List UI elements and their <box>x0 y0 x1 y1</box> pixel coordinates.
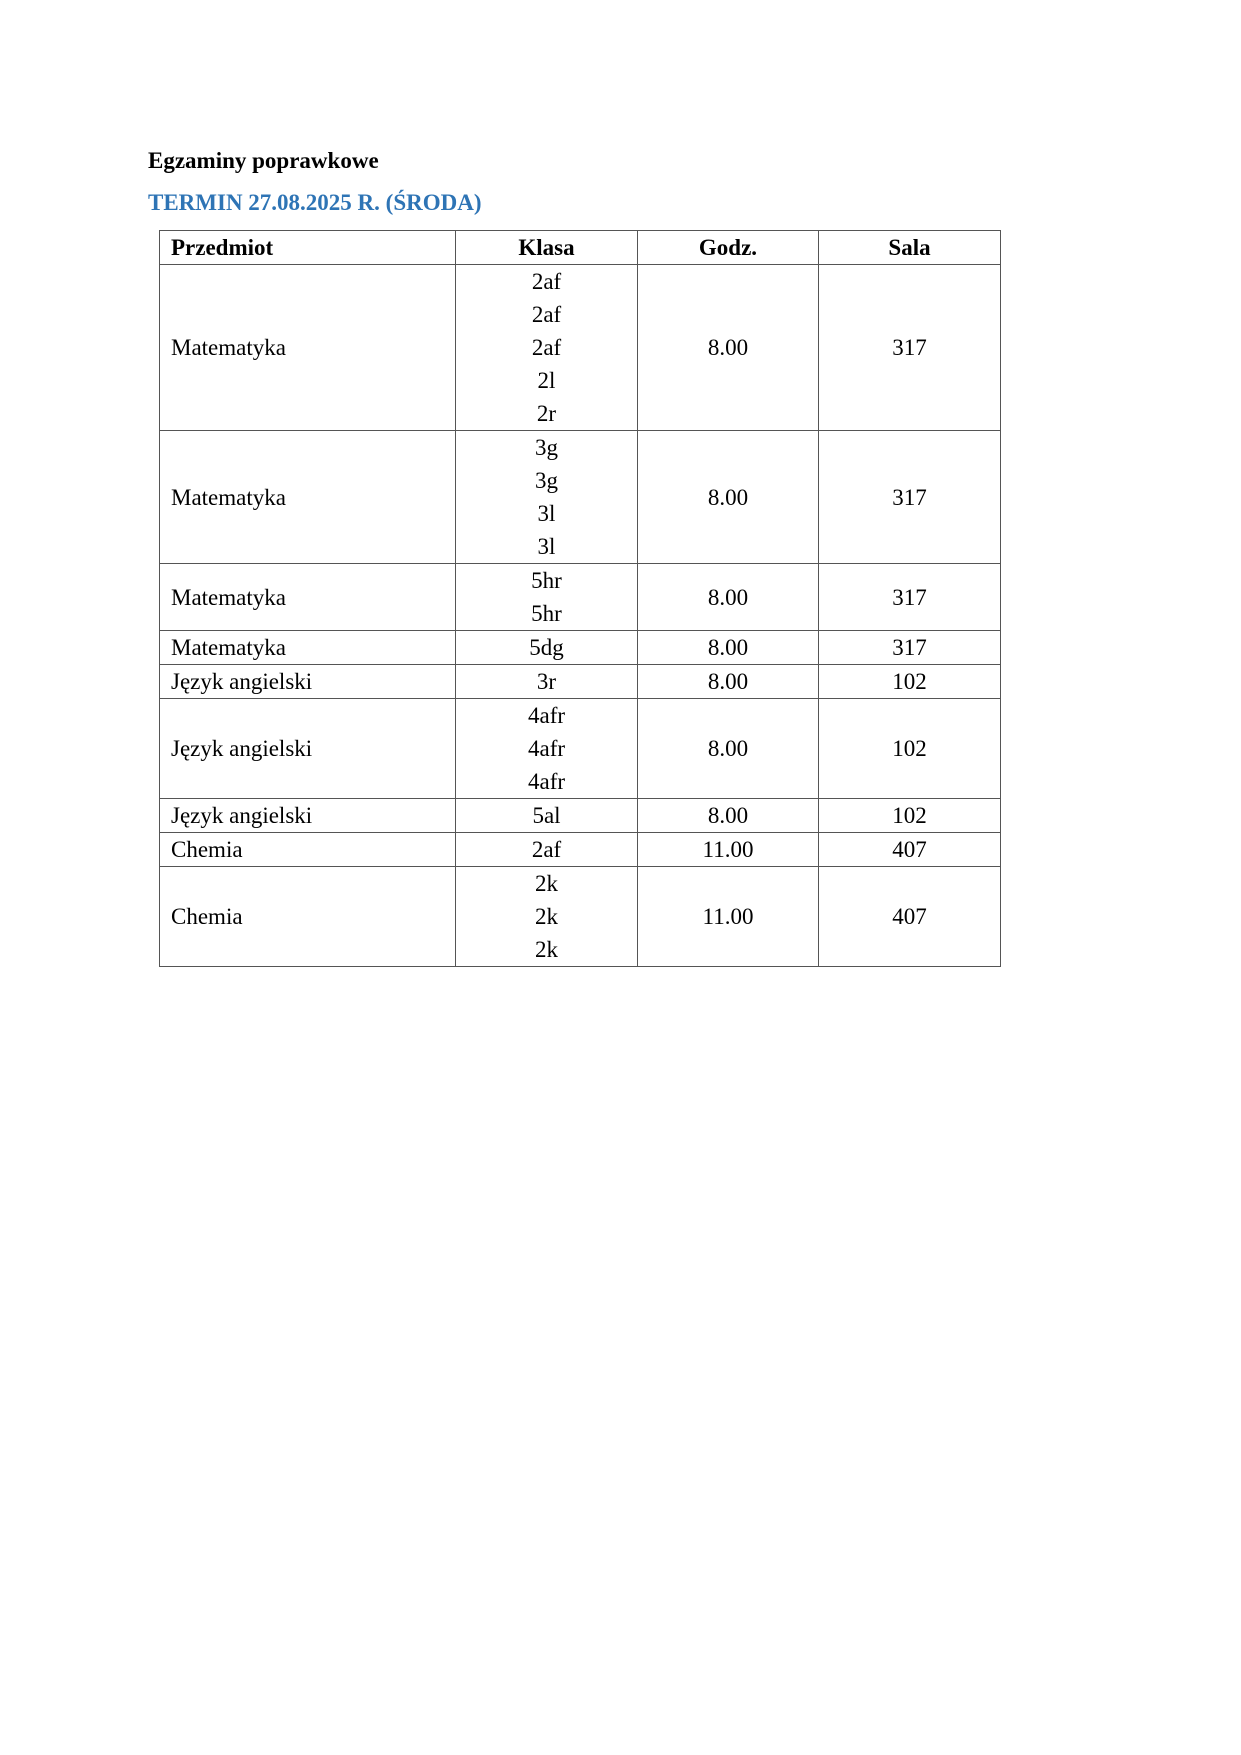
class-label: 2af <box>531 335 562 360</box>
cell-time: 8.00 <box>638 265 819 431</box>
class-label: 2k <box>535 937 558 962</box>
cell-class <box>456 665 638 699</box>
cell-time: 8.00 <box>638 564 819 631</box>
cell-room: 407 <box>819 833 1001 867</box>
cell-time: 8.00 <box>638 665 819 699</box>
class-label: 2l <box>537 368 556 393</box>
exam-date-heading: TERMIN 27.08.2025 R. (ŚRODA) <box>148 190 482 215</box>
cell-time: 8.00 <box>638 799 819 833</box>
table-row <box>160 564 1001 631</box>
cell-room: 317 <box>819 431 1001 564</box>
cell-subject: Chemia <box>160 833 456 867</box>
cell-subject: Matematyka <box>160 431 456 564</box>
cell-subject: Matematyka <box>160 564 456 631</box>
class-label: 2af <box>531 269 562 294</box>
cell-class <box>456 631 638 665</box>
cell-time: 8.00 <box>638 431 819 564</box>
table-row <box>160 665 1001 699</box>
class-label: 2af <box>531 302 562 327</box>
cell-room: 407 <box>819 867 1001 967</box>
class-label: 3l <box>537 534 556 559</box>
page-title: Egzaminy poprawkowe <box>148 148 379 173</box>
class-label: 4afr <box>527 703 566 728</box>
exam-schedule-table <box>159 230 1001 967</box>
class-label: 3r <box>536 669 557 694</box>
cell-subject: Język angielski <box>160 799 456 833</box>
cell-room: 102 <box>819 799 1001 833</box>
class-label: 4afr <box>527 736 566 761</box>
table-row <box>160 799 1001 833</box>
class-label: 4afr <box>527 769 566 794</box>
table-row <box>160 265 1001 431</box>
header-room: Sala <box>819 231 1001 265</box>
cell-room: 102 <box>819 665 1001 699</box>
cell-room: 317 <box>819 265 1001 431</box>
cell-subject: Chemia <box>160 867 456 967</box>
table-row <box>160 631 1001 665</box>
cell-room: 317 <box>819 564 1001 631</box>
table-header-row <box>160 231 1001 265</box>
cell-subject: Matematyka <box>160 631 456 665</box>
class-label: 3g <box>535 435 558 460</box>
table-row <box>160 833 1001 867</box>
cell-class <box>456 564 638 631</box>
table-body <box>160 265 1001 967</box>
class-label: 5al <box>532 803 561 828</box>
cell-time: 8.00 <box>638 631 819 665</box>
class-label: 5hr <box>531 601 562 626</box>
class-label: 2af <box>531 837 562 862</box>
class-label: 5dg <box>529 635 564 660</box>
cell-time: 8.00 <box>638 699 819 799</box>
header-subject: Przedmiot <box>160 231 456 265</box>
class-label: 2k <box>535 904 558 929</box>
class-label: 3l <box>537 501 556 526</box>
cell-room: 102 <box>819 699 1001 799</box>
class-label: 2r <box>536 401 557 426</box>
cell-subject: Język angielski <box>160 665 456 699</box>
cell-time: 11.00 <box>638 867 819 967</box>
table-row <box>160 867 1001 967</box>
cell-class <box>456 799 638 833</box>
header-class: Klasa <box>456 231 638 265</box>
cell-time: 11.00 <box>638 833 819 867</box>
cell-class <box>456 867 638 967</box>
cell-subject: Matematyka <box>160 265 456 431</box>
header-time: Godz. <box>638 231 819 265</box>
cell-subject: Język angielski <box>160 699 456 799</box>
cell-room: 317 <box>819 631 1001 665</box>
table-row <box>160 431 1001 564</box>
cell-class <box>456 699 638 799</box>
class-label: 5hr <box>531 568 562 593</box>
class-label: 2k <box>535 871 558 896</box>
class-label: 3g <box>535 468 558 493</box>
cell-class <box>456 431 638 564</box>
cell-class <box>456 833 638 867</box>
table-row <box>160 699 1001 799</box>
cell-class <box>456 265 638 431</box>
